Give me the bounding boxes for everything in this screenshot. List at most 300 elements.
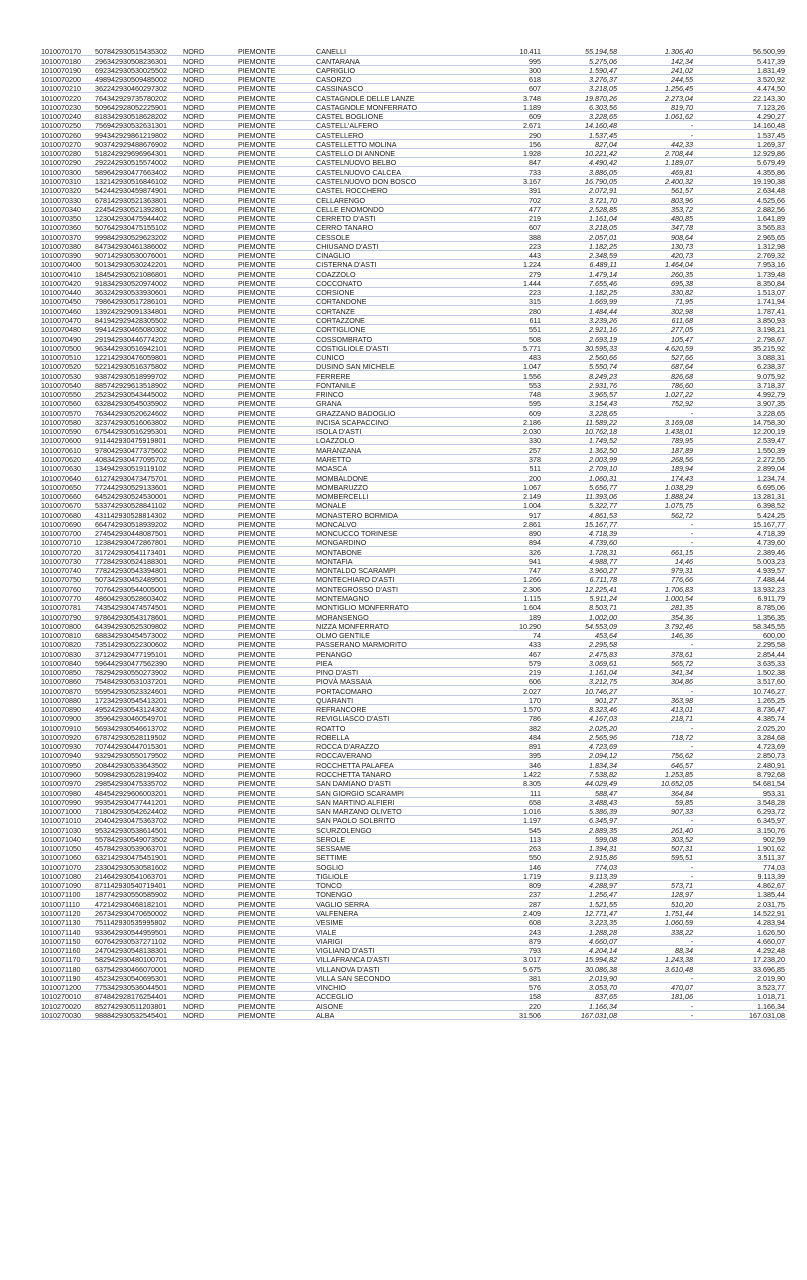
population-cell: 2.671 <box>523 121 541 131</box>
table-row <box>40 992 787 1001</box>
municipality-name: CASTAGNOLE DELLE LANZE <box>316 93 415 103</box>
municipality-code: 1010071100 <box>41 890 81 900</box>
zone-cell: NORD <box>183 853 205 863</box>
region-cell: PIEMONTE <box>238 214 276 224</box>
record-id: 993542930477441201 <box>95 797 167 807</box>
total-cell: 8.785,06 <box>757 603 785 613</box>
amount-a-cell: 3.228,65 <box>589 112 617 122</box>
zone-cell: NORD <box>183 705 205 715</box>
table-row <box>40 816 787 825</box>
record-id: 247042930548138301 <box>95 946 167 956</box>
population-cell: 553 <box>529 380 541 390</box>
total-cell: 6.293,72 <box>757 807 785 817</box>
municipality-name: VIARIGI <box>316 936 343 946</box>
municipality-code: 1010070400 <box>41 260 81 270</box>
amount-b-cell: - <box>690 686 693 696</box>
zone-cell: NORD <box>183 834 205 844</box>
region-cell: PIEMONTE <box>238 983 276 993</box>
municipality-code: 1010270010 <box>41 992 81 1002</box>
record-id: 911442930475919801 <box>95 436 167 446</box>
zone-cell: NORD <box>183 1001 205 1011</box>
region-cell: PIEMONTE <box>238 1010 276 1020</box>
record-id: 751142930535995802 <box>95 918 167 928</box>
region-cell: PIEMONTE <box>238 732 276 742</box>
total-cell: 1.626,50 <box>757 927 785 937</box>
region-cell: PIEMONTE <box>238 167 276 177</box>
table-row <box>40 93 787 102</box>
record-id: 756942930532631301 <box>95 121 167 131</box>
region-cell: PIEMONTE <box>238 130 276 140</box>
table-row <box>40 640 787 649</box>
total-cell: 14.160,48 <box>753 121 785 131</box>
record-id: 918342930520974002 <box>95 278 167 288</box>
region-cell: PIEMONTE <box>238 705 276 715</box>
total-cell: 2.031,75 <box>757 899 785 909</box>
table-row <box>40 66 787 75</box>
total-cell: 1.018,71 <box>757 992 785 1002</box>
region-cell: PIEMONTE <box>238 380 276 390</box>
record-id: 431142930528814302 <box>95 510 167 520</box>
amount-b-cell: 470,07 <box>671 983 693 993</box>
municipality-name: SETTIME <box>316 853 348 863</box>
amount-a-cell: 1.161,04 <box>589 214 617 224</box>
amount-b-cell: 1.438,01 <box>665 427 693 437</box>
amount-a-cell: 3.154,43 <box>589 399 617 409</box>
amount-a-cell: 8.249,23 <box>589 371 617 381</box>
municipality-name: CHIUSANO D'ASTI <box>316 241 379 251</box>
municipality-name: QUARANTI <box>316 695 354 705</box>
amount-b-cell: 241,02 <box>671 65 693 75</box>
record-id: 507842930515435302 <box>95 47 167 57</box>
region-cell: PIEMONTE <box>238 612 276 622</box>
population-cell: 1.115 <box>523 593 541 603</box>
population-cell: 747 <box>529 566 541 576</box>
municipality-name: ISOLA D'ASTI <box>316 427 362 437</box>
population-cell: 786 <box>529 714 541 724</box>
population-cell: 257 <box>529 445 541 455</box>
total-cell: 4.660,07 <box>757 936 785 946</box>
municipality-code: 1010070300 <box>41 167 81 177</box>
amount-b-cell: 786,60 <box>671 380 693 390</box>
table-row <box>40 362 787 371</box>
record-id: 184542930521086801 <box>95 269 167 279</box>
municipality-code: 1010071030 <box>41 825 81 835</box>
total-cell: 6.398,52 <box>757 501 785 511</box>
region-cell: PIEMONTE <box>238 566 276 576</box>
municipality-code: 1010070360 <box>41 223 81 233</box>
population-cell: 113 <box>529 834 541 844</box>
municipality-code: 1010070540 <box>41 380 81 390</box>
municipality-code: 1010070660 <box>41 492 81 502</box>
table-row <box>40 696 787 705</box>
zone-cell: NORD <box>183 779 205 789</box>
amount-a-cell: 4.490,42 <box>589 158 617 168</box>
total-cell: 3.548,28 <box>757 797 785 807</box>
amount-a-cell: 1.537,45 <box>589 130 617 140</box>
table-row <box>40 668 787 677</box>
table-row <box>40 566 787 575</box>
municipality-code: 1010070630 <box>41 464 81 474</box>
region-cell: PIEMONTE <box>238 946 276 956</box>
table-row <box>40 705 787 714</box>
population-cell: 219 <box>529 668 541 678</box>
population-cell: 891 <box>529 742 541 752</box>
zone-cell: NORD <box>183 510 205 520</box>
record-id: 187742930550585902 <box>95 890 167 900</box>
total-cell: 14.758,30 <box>753 417 785 427</box>
municipality-name: TIGLIOLE <box>316 871 349 881</box>
amount-b-cell: 341,34 <box>671 668 693 678</box>
amount-b-cell: 1.061,62 <box>665 112 693 122</box>
zone-cell: NORD <box>183 658 205 668</box>
record-id: 484542929606003201 <box>95 788 167 798</box>
table-row <box>40 103 787 112</box>
amount-b-cell: 611,68 <box>671 316 693 325</box>
amount-b-cell: 979,31 <box>671 566 693 576</box>
record-id: 132142930516846102 <box>95 177 167 187</box>
amount-b-cell: 1.888,24 <box>665 492 693 502</box>
amount-a-cell: 5.275,06 <box>589 56 617 66</box>
record-id: 122142930476059801 <box>95 353 167 363</box>
region-cell: PIEMONTE <box>238 973 276 983</box>
amount-b-cell: 1.027,22 <box>665 390 693 400</box>
zone-cell: NORD <box>183 621 205 631</box>
table-row <box>40 177 787 186</box>
amount-b-cell: 174,43 <box>671 473 693 483</box>
amount-b-cell: 1.243,38 <box>665 955 693 965</box>
amount-a-cell: 1.590,47 <box>589 65 617 75</box>
data-table <box>40 47 787 1020</box>
amount-a-cell: 2.057,01 <box>589 232 617 242</box>
zone-cell: NORD <box>183 992 205 1002</box>
amount-b-cell: 338,22 <box>671 927 693 937</box>
amount-a-cell: 2.003,99 <box>589 454 617 464</box>
record-id: 664742930518939202 <box>95 519 167 529</box>
municipality-name: MOMBALDONE <box>316 473 368 483</box>
region-cell: PIEMONTE <box>238 204 276 214</box>
zone-cell: NORD <box>183 529 205 539</box>
amount-b-cell: - <box>690 538 693 548</box>
total-cell: 3.565,83 <box>757 223 785 233</box>
amount-a-cell: 1.182,25 <box>589 241 617 251</box>
amount-a-cell: 4.723,69 <box>589 742 617 752</box>
region-cell: PIEMONTE <box>238 668 276 678</box>
region-cell: PIEMONTE <box>238 918 276 928</box>
municipality-code: 1010071130 <box>41 918 81 928</box>
total-cell: 1.234,74 <box>757 473 785 483</box>
amount-b-cell: 378,61 <box>671 649 693 659</box>
region-cell: PIEMONTE <box>238 964 276 974</box>
amount-a-cell: 9.113,39 <box>589 871 617 881</box>
municipality-name: CORTANDONE <box>316 297 367 307</box>
amount-b-cell: - <box>690 529 693 539</box>
municipality-code: 1010070810 <box>41 631 81 641</box>
total-cell: 5.424,25 <box>757 510 785 520</box>
municipality-name: AISONE <box>316 1001 344 1011</box>
region-cell: PIEMONTE <box>238 723 276 733</box>
zone-cell: NORD <box>183 464 205 474</box>
record-id: 359642930460549701 <box>95 714 167 724</box>
zone-cell: NORD <box>183 501 205 511</box>
amount-a-cell: 6.489,11 <box>589 260 617 270</box>
zone-cell: NORD <box>183 492 205 502</box>
municipality-name: CASTELLO DI ANNONE <box>316 149 396 159</box>
amount-a-cell: 16.790,05 <box>585 177 617 187</box>
region-cell: PIEMONTE <box>238 325 276 335</box>
record-id: 452342930540695301 <box>95 973 167 983</box>
record-id: 999842930529623202 <box>95 232 167 242</box>
amount-b-cell: 1.060,59 <box>665 918 693 928</box>
record-id: 507642930475155102 <box>95 223 167 233</box>
total-cell: 5.417,39 <box>757 56 785 66</box>
total-cell: 13.281,31 <box>753 492 785 502</box>
municipality-code: 1010070280 <box>41 149 81 159</box>
municipality-name: REVIGLIASCO D'ASTI <box>316 714 390 724</box>
record-id: 408342930477095702 <box>95 454 167 464</box>
table-row <box>40 455 787 464</box>
table-row <box>40 603 787 612</box>
zone-cell: NORD <box>183 288 205 298</box>
region-cell: PIEMONTE <box>238 751 276 761</box>
population-cell: 483 <box>529 353 541 363</box>
total-cell: 3.088,31 <box>757 353 785 363</box>
table-row <box>40 260 787 269</box>
population-cell: 477 <box>529 204 541 214</box>
record-id: 559542930523324601 <box>95 686 167 696</box>
total-cell: 1.265,25 <box>757 695 785 705</box>
table-row <box>40 946 787 955</box>
record-id: 978642930543178601 <box>95 612 167 622</box>
municipality-code: 1010070760 <box>41 584 81 594</box>
municipality-name: CESSOLE <box>316 232 350 242</box>
region-cell: PIEMONTE <box>238 121 276 131</box>
municipality-code: 1010070190 <box>41 65 81 75</box>
table-row <box>40 205 787 214</box>
zone-cell: NORD <box>183 603 205 613</box>
amount-a-cell: 1.521,55 <box>589 899 617 909</box>
total-cell: 4.292,48 <box>757 946 785 956</box>
total-cell: 3.198,21 <box>757 325 785 335</box>
municipality-code: 1010070620 <box>41 454 81 464</box>
amount-b-cell: 88,34 <box>675 946 693 956</box>
zone-cell: NORD <box>183 473 205 483</box>
municipality-name: SOGLIO <box>316 862 344 872</box>
amount-a-cell: 4.861,53 <box>589 510 617 520</box>
municipality-name: CASTEL BOGLIONE <box>316 112 384 122</box>
zone-cell: NORD <box>183 278 205 288</box>
population-cell: 170 <box>529 695 541 705</box>
amount-b-cell: 363,98 <box>671 695 693 705</box>
zone-cell: NORD <box>183 946 205 956</box>
amount-b-cell: 2.273,04 <box>665 93 693 103</box>
municipality-code: 1010070730 <box>41 556 81 566</box>
amount-a-cell: 8.323,46 <box>589 705 617 715</box>
zone-cell: NORD <box>183 214 205 224</box>
municipality-name: DUSINO SAN MICHELE <box>316 362 395 372</box>
population-cell: 1.266 <box>523 575 541 585</box>
municipality-code: 1010071120 <box>41 909 81 918</box>
amount-b-cell: 562,72 <box>671 510 693 520</box>
region-cell: PIEMONTE <box>238 260 276 270</box>
zone-cell: NORD <box>183 65 205 75</box>
municipality-name: MONGARDINO <box>316 538 367 548</box>
municipality-name: TONCO <box>316 881 342 891</box>
zone-cell: NORD <box>183 158 205 168</box>
amount-a-cell: 2.025,20 <box>589 723 617 733</box>
zone-cell: NORD <box>183 686 205 696</box>
zone-cell: NORD <box>183 927 205 937</box>
municipality-code: 1010070460 <box>41 306 81 316</box>
population-cell: 607 <box>529 84 541 94</box>
record-id: 798642930517286101 <box>95 297 167 307</box>
amount-b-cell: 573,71 <box>671 881 693 891</box>
amount-b-cell: 260,35 <box>671 269 693 279</box>
population-cell: 156 <box>529 139 541 149</box>
record-id: 457842930539063701 <box>95 844 167 854</box>
zone-cell: NORD <box>183 112 205 122</box>
amount-a-cell: 2.560,66 <box>589 353 617 363</box>
amount-a-cell: 6.303,56 <box>589 102 617 112</box>
table-row <box>40 214 787 223</box>
amount-b-cell: - <box>690 130 693 140</box>
record-id: 932942930550179502 <box>95 751 167 761</box>
amount-a-cell: 599,08 <box>595 834 617 844</box>
amount-b-cell: 803,96 <box>671 195 693 205</box>
zone-cell: NORD <box>183 177 205 187</box>
region-cell: PIEMONTE <box>238 482 276 492</box>
zone-cell: NORD <box>183 732 205 742</box>
amount-a-cell: 10.762,18 <box>585 427 617 437</box>
table-row <box>40 436 787 445</box>
municipality-name: PIOVÀ MASSAIA <box>316 677 372 687</box>
municipality-code: 1010070390 <box>41 251 81 261</box>
total-cell: 1.537,45 <box>757 130 785 140</box>
amount-a-cell: 2.709,10 <box>589 464 617 474</box>
amount-a-cell: 14.160,48 <box>585 121 617 131</box>
amount-a-cell: 1.060,31 <box>589 473 617 483</box>
region-cell: PIEMONTE <box>238 427 276 437</box>
amount-a-cell: 1.288,28 <box>589 927 617 937</box>
table-row <box>40 510 787 519</box>
table-row <box>40 557 787 566</box>
table-row <box>40 269 787 278</box>
region-cell: PIEMONTE <box>238 714 276 724</box>
zone-cell: NORD <box>183 353 205 363</box>
amount-b-cell: 480,85 <box>671 214 693 224</box>
total-cell: 2.295,58 <box>757 640 785 650</box>
total-cell: 600,00 <box>763 631 785 641</box>
municipality-code: 1010071000 <box>41 807 81 817</box>
amount-a-cell: 4.204,14 <box>589 946 617 956</box>
municipality-name: INCISA SCAPACCINO <box>316 417 389 427</box>
amount-b-cell: 1.000,54 <box>665 593 693 603</box>
total-cell: 8.736,47 <box>757 705 785 715</box>
total-cell: 4.525,66 <box>757 195 785 205</box>
population-cell: 433 <box>529 640 541 650</box>
population-cell: 2.409 <box>523 909 541 918</box>
population-cell: 618 <box>529 75 541 85</box>
amount-b-cell: 908,64 <box>671 232 693 242</box>
amount-b-cell: 261,40 <box>671 825 693 835</box>
record-id: 988842930532545401 <box>95 1010 167 1020</box>
zone-cell: NORD <box>183 742 205 752</box>
population-cell: 189 <box>529 612 541 622</box>
municipality-code: 1010071010 <box>41 816 81 826</box>
table-row <box>40 788 787 797</box>
municipality-code: 1010070570 <box>41 408 81 418</box>
total-cell: 3.907,35 <box>757 399 785 409</box>
total-cell: 4.862,67 <box>757 881 785 891</box>
record-id: 363242930533930601 <box>95 288 167 298</box>
total-cell: 33.696,85 <box>753 964 785 974</box>
record-id: 291942930446774202 <box>95 334 167 344</box>
municipality-name: COSTIGLIOLE D'ASTI <box>316 343 389 353</box>
region-cell: PIEMONTE <box>238 909 276 918</box>
amount-a-cell: 3.488,43 <box>589 797 617 807</box>
record-id: 542442930459874901 <box>95 186 167 196</box>
municipality-name: LOAZZOLO <box>316 436 355 446</box>
record-id: 522142930516375802 <box>95 362 167 372</box>
municipality-name: CORTAZZONE <box>316 316 365 325</box>
region-cell: PIEMONTE <box>238 603 276 613</box>
amount-b-cell: 347,78 <box>671 223 693 233</box>
population-cell: 279 <box>529 269 541 279</box>
municipality-code: 1010070940 <box>41 751 81 761</box>
record-id: 632842930545035902 <box>95 399 167 409</box>
amount-a-cell: 5.386,39 <box>589 807 617 817</box>
record-id: 296342930508236301 <box>95 56 167 66</box>
record-id: 501342930530242201 <box>95 260 167 270</box>
population-cell: 793 <box>529 946 541 956</box>
region-cell: PIEMONTE <box>238 649 276 659</box>
amount-a-cell: 7.538,82 <box>589 770 617 780</box>
total-cell: 774,03 <box>763 862 785 872</box>
total-cell: 1.385,44 <box>757 890 785 900</box>
municipality-code: 1010070710 <box>41 538 81 548</box>
total-cell: 1.502,38 <box>757 668 785 678</box>
table-row <box>40 279 787 288</box>
total-cell: 3.511,37 <box>757 853 785 863</box>
region-cell: PIEMONTE <box>238 631 276 641</box>
population-cell: 2.027 <box>523 686 541 696</box>
record-id: 507342930452489501 <box>95 575 167 585</box>
amount-b-cell: 776,66 <box>671 575 693 585</box>
zone-cell: NORD <box>183 84 205 94</box>
total-cell: 3.718,37 <box>757 380 785 390</box>
municipality-name: SESSAME <box>316 844 351 854</box>
amount-b-cell: 442,33 <box>671 139 693 149</box>
municipality-code: 1010070700 <box>41 529 81 539</box>
region-cell: PIEMONTE <box>238 955 276 965</box>
population-cell: 315 <box>529 297 541 307</box>
population-cell: 3.748 <box>523 93 541 103</box>
region-cell: PIEMONTE <box>238 797 276 807</box>
amount-a-cell: 3.218,05 <box>589 84 617 94</box>
population-cell: 658 <box>529 797 541 807</box>
total-cell: 4.939,57 <box>757 566 785 576</box>
amount-b-cell: 128,97 <box>671 890 693 900</box>
record-id: 495242930543124302 <box>95 705 167 715</box>
municipality-name: MORANSENGO <box>316 612 369 622</box>
amount-b-cell: 819,70 <box>671 102 693 112</box>
population-cell: 511 <box>529 464 541 474</box>
region-cell: PIEMONTE <box>238 149 276 159</box>
record-id: 267342930470650002 <box>95 909 167 918</box>
total-cell: 902,59 <box>763 834 785 844</box>
municipality-name: MONTECHIARO D'ASTI <box>316 575 395 585</box>
region-cell: PIEMONTE <box>238 501 276 511</box>
amount-b-cell: 14,46 <box>675 556 693 566</box>
